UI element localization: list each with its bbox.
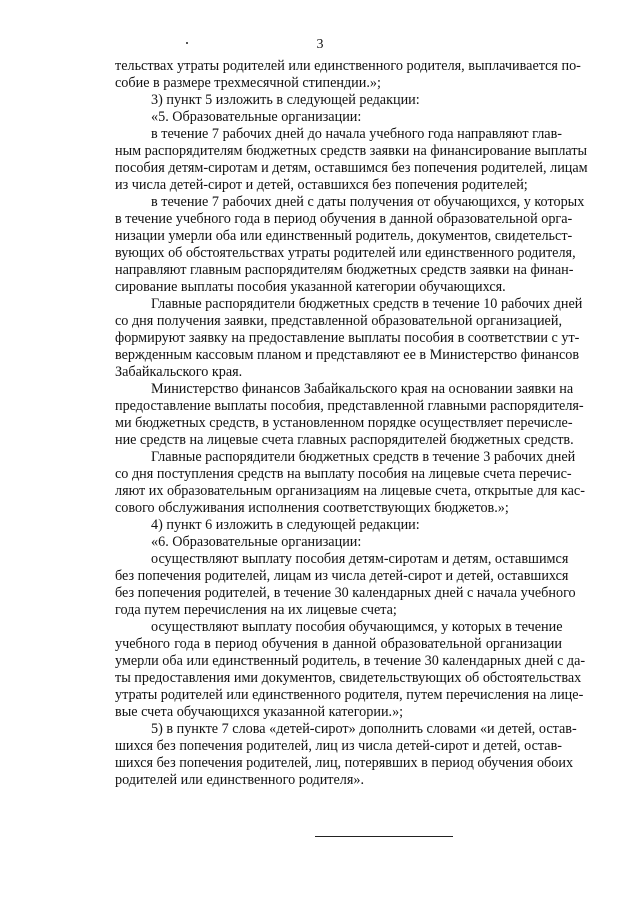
text-line: направляют главным распорядителям бюджетных средств заявки на финан- [115,262,574,278]
text-line: формируют заявку на предоставление выплаты пособия в соответствии с ут- [115,330,580,346]
text-line: Забайкальского края. [115,364,243,380]
text-line: сового обслуживания исполнения соответствующих бюджетов.»; [115,500,509,516]
text-line: года путем перечисления на их лицевые счета; [115,602,397,618]
text-line: ние средств на лицевые счета главных распорядителей бюджетных средств. [115,432,574,448]
text-line: вые счета обучающихся указанной категории.»; [115,704,404,720]
text-line: в течение 7 рабочих дней с даты получения от обучающихся, у которых [151,194,585,210]
text-line: Министерство финансов Забайкальского края на основании заявки на [151,381,574,397]
text-line: Главные распорядители бюджетных средств в течение 3 рабочих дней [151,449,576,465]
text-line: предоставление выплаты пособия, представленной главными распорядителя- [115,398,584,414]
text-line: осуществляют выплату пособия детям-сиротам и детям, оставшимся [151,551,569,567]
text-line: «5. Образовательные организации: [151,109,362,125]
text-line: в течение учебного года в период обучения в данной образовательной орга- [115,211,573,227]
text-line: «6. Образовательные организации: [151,534,362,550]
text-line: 3) пункт 5 изложить в следующей редакции: [151,92,420,108]
text-line: умерли оба или единственный родитель, в течение 30 календарных дней с да- [115,653,586,669]
scan-speck [186,42,188,44]
text-line: в течение 7 рабочих дней до начала учебного года направляют глав- [151,126,562,142]
text-line: со дня получения заявки, представленной образовательной организацией, [115,313,562,329]
text-line: низации умерли оба или единственный родитель, документов, свидетельст- [115,228,573,244]
text-line: Главные распорядители бюджетных средств в течение 10 рабочих дней [151,296,583,312]
document-body [115,58,588,789]
text-line: ным распорядителям бюджетных средств заявки на финансирование выплаты [115,143,588,159]
text-line: тельствах утраты родителей или единственного родителя, выплачивается по- [115,58,581,74]
text-line: без попечения родителей, лицам из числа детей-сирот и детей, оставшихся [115,568,569,584]
text-line: шихся без попечения родителей, лиц, потерявших в период обучения обоих [115,755,574,771]
text-line: со дня поступления средств на выплату пособия на лицевые счета перечис- [115,466,572,482]
text-line: без попечения родителей, в течение 30 календарных дней с начала учебного [115,585,576,601]
text-line: ляют их образовательным организациям на лицевые счета, открытые для кас- [115,483,585,499]
text-line: пособия детям-сиротам и детям, оставшимся без попечения родителей, лицам [115,160,588,176]
text-line: родителей или единственного родителя». [115,772,365,788]
text-line: шихся без попечения родителей, лиц из числа детей-сирот и детей, остав- [115,738,562,754]
text-line: 4) пункт 6 изложить в следующей редакции: [151,517,420,533]
text-line: учебного года в период обучения в данной образовательной организации [115,636,562,652]
text-line: сирование выплаты пособия указанной категории обучающихся. [115,279,506,295]
text-line: ты предоставления ими документов, свидетельствующих об обстоятельствах [115,670,582,686]
text-line: утраты родителей или единственного родителя, путем перечисления на лице- [115,687,584,703]
text-line: ми бюджетных средств, в установленном порядке осуществляет перечисле- [115,415,573,431]
text-line: из числа детей-сирот и детей, оставшихся без попечения родителей; [115,177,528,193]
text-line: собие в размере трехмесячной стипендии.»; [115,75,381,91]
page-number: 3 [316,37,324,52]
text-line: вующих об обстоятельствах утраты родителей или единственного родителя, [115,245,576,261]
closing-rule [315,836,453,837]
text-line: вержденным кассовым планом и представляют ее в Министерство финансов [115,347,580,363]
text-line: осуществляют выплату пособия обучающимся, у которых в течение [151,619,563,635]
text-line: 5) в пункте 7 слова «детей-сирот» дополнить словами «и детей, остав- [151,721,577,737]
